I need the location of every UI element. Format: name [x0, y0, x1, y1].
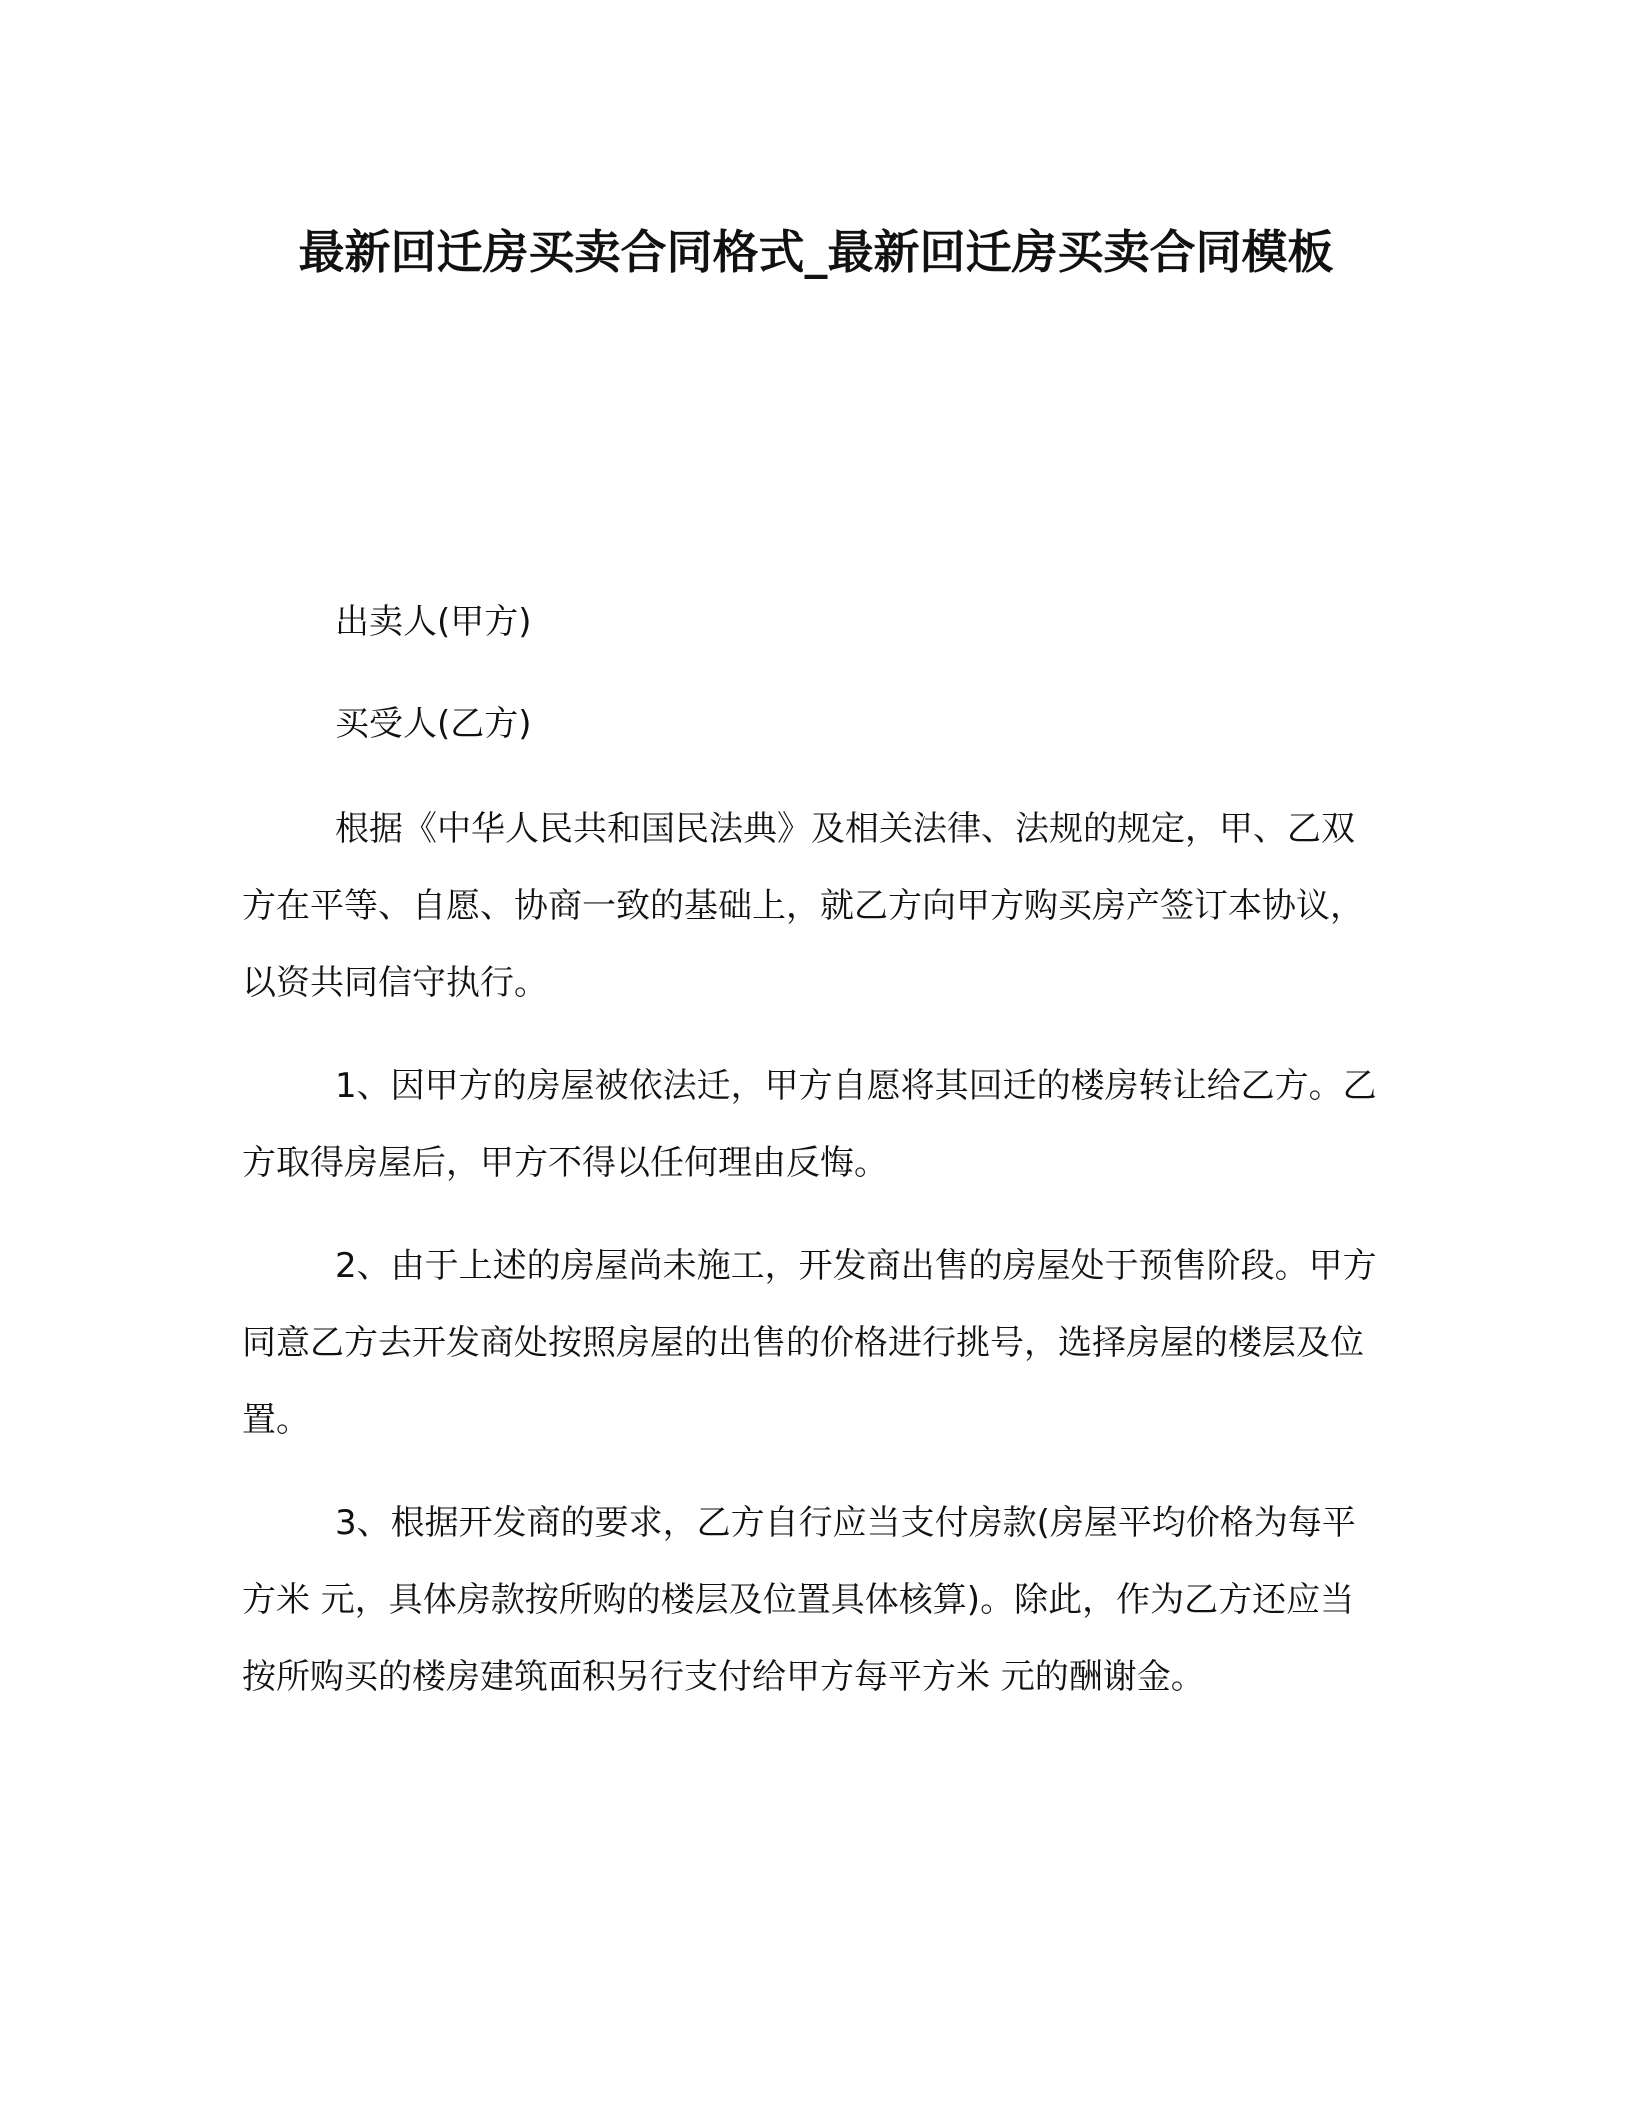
- buyer-line: 买受人(乙方): [335, 704, 532, 744]
- seller-line: 出卖人(甲方): [335, 602, 532, 642]
- document-title: 最新回迁房买卖合同格式_最新回迁房买卖合同模板: [298, 225, 1334, 279]
- clause-3-paragraph: 3、根据开发商的要求，乙方自行应当支付房款(房屋平均价格为每平方米 元，具体房款按所购的楼层及位置具体核算)。除此，作为乙方还应当按所购买的楼房建筑面积另行支付给甲方每平方米 元的酬谢金。: [242, 1503, 1356, 1697]
- clause-2-paragraph: 2、由于上述的房屋尚未施工，开发商出售的房屋处于预售阶段。甲方同意乙方去开发商处按照房屋的出售的价格进行挑号，选择房屋的楼层及位置。: [242, 1246, 1377, 1440]
- clause-1-paragraph: 1、因甲方的房屋被依法迁，甲方自愿将其回迁的楼房转让给乙方。乙方取得房屋后，甲方不得以任何理由反悔。: [242, 1066, 1377, 1183]
- intro-paragraph: 根据《中华人民共和国民法典》及相关法律、法规的规定，甲、乙双方在平等、自愿、协商一致的基础上，就乙方向甲方购买房产签订本协议，以资共同信守执行。: [242, 809, 1364, 1003]
